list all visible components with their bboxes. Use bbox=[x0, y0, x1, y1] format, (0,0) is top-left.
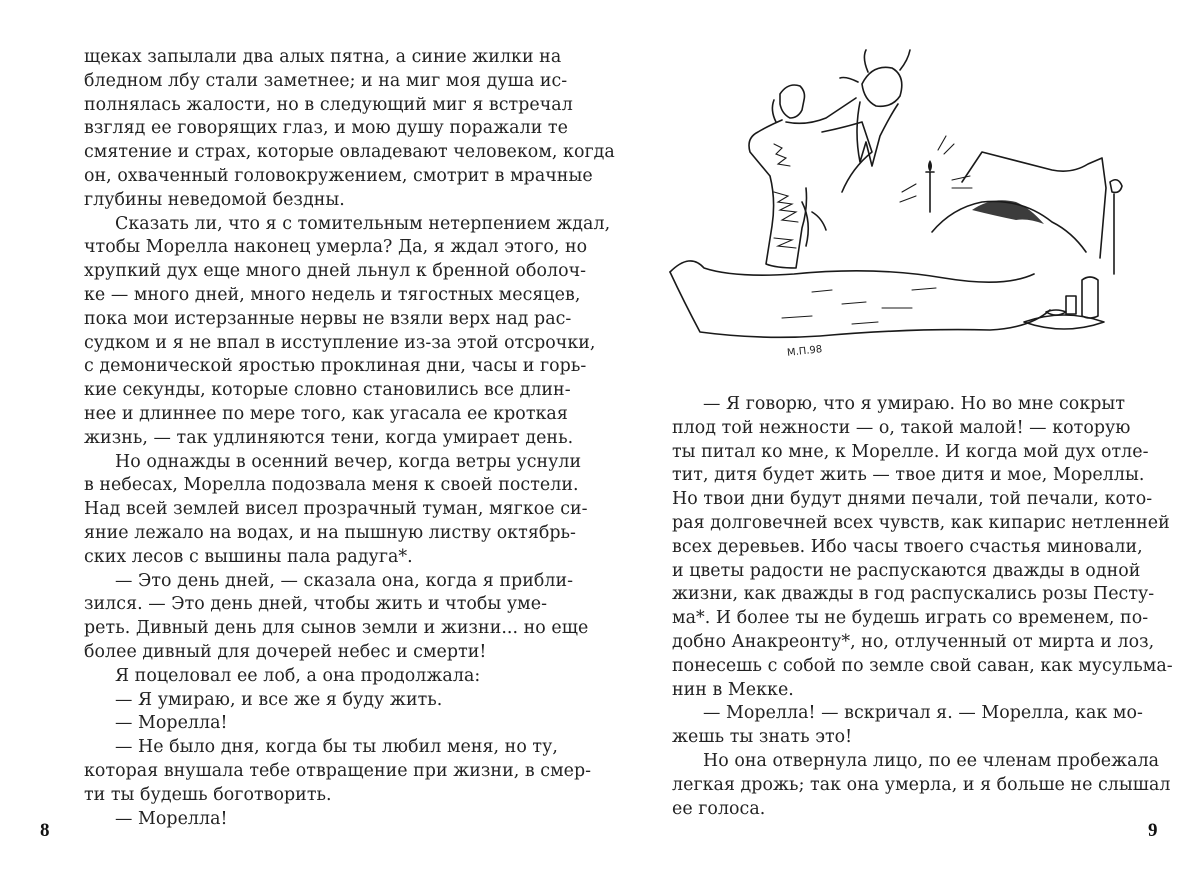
text-line: которая внушала тебе отвращение при жизни, в смер- bbox=[84, 760, 592, 781]
left-page-text bbox=[84, 46, 615, 831]
text-line: хрупкий дух еще много дней льнул к бренной оболоч- bbox=[84, 261, 587, 282]
page-number-right: 9 bbox=[1148, 820, 1158, 841]
text-line: ты питал ко мне, к Морелле. И когда мой дух отле- bbox=[672, 441, 1149, 462]
text-line: ти ты будешь боготворить. bbox=[84, 784, 332, 805]
text-line: тит, дитя будет жить — твое дитя и мое, Мореллы. bbox=[672, 465, 1145, 486]
text-line: кие секунды, которые словно становились все длин- bbox=[84, 380, 571, 401]
text-line: — Это день дней, — сказала она, когда я прибли- bbox=[115, 570, 574, 591]
right-page-text bbox=[672, 393, 1173, 821]
text-line: полнялась жалости, но в следующий миг я встречал bbox=[84, 94, 573, 115]
text-line: Но однажды в осенний вечер, когда ветры уснули bbox=[115, 451, 582, 472]
text-line: — Морелла! bbox=[115, 713, 228, 734]
text-line: ее голоса. bbox=[672, 798, 766, 819]
text-line: зился. — Это день дней, чтобы жить и чтобы уме- bbox=[84, 594, 548, 615]
text-line: всех деревьев. Ибо часы твоего счастья миновали, bbox=[672, 536, 1143, 557]
text-line: взгляд ее говорящих глаз, и мою душу поражали те bbox=[84, 118, 568, 139]
text-line: нее и длиннее по мере того, как угасала ее кроткая bbox=[84, 403, 568, 424]
text-line: реть. Дивный день для сынов земли и жизни... но еще bbox=[84, 618, 589, 639]
illustration-signature: М.П.98 bbox=[786, 344, 823, 359]
text-line: Я поцеловал ее лоб, а она продолжала: bbox=[115, 665, 481, 686]
text-line: ке — много дней, много недель и тягостных месяцев, bbox=[84, 284, 581, 305]
text-line: и цветы радости не распускаются дважды в одной bbox=[672, 560, 1141, 581]
illustration-icon bbox=[662, 42, 1142, 372]
text-line: Но она отвернула лицо, по ее членам пробежала bbox=[703, 750, 1160, 771]
text-line: — Морелла! bbox=[115, 808, 228, 829]
text-line: жизни, как дважды в год распускались розы Песту- bbox=[672, 584, 1155, 605]
text-line: нин в Мекке. bbox=[672, 679, 794, 700]
text-line: более дивный для дочерей небес и смерти! bbox=[84, 641, 487, 662]
text-line: Сказать ли, что я с томительным нетерпением ждал, bbox=[115, 213, 611, 234]
text-line: он, охваченный головокружением, смотрит в мрачные bbox=[84, 165, 593, 186]
text-line: с демонической яростью проклиная дни, часы и горь- bbox=[84, 356, 587, 377]
text-line: ма*. И более ты не будешь играть со временем, по- bbox=[672, 608, 1149, 629]
text-line: легкая дрожь; так она умерла, и я больше не слышал bbox=[672, 774, 1171, 795]
text-line: жизнь, — так удлиняются тени, когда умирает день. bbox=[84, 427, 574, 448]
text-line: в небесах, Морелла подозвала меня к своей постели. bbox=[84, 475, 579, 496]
text-line: Но твои дни будут днями печали, той печали, кото- bbox=[672, 489, 1153, 510]
text-line: бледном лбу стали заметнее; и на миг моя душа ис- bbox=[84, 70, 568, 91]
text-line: смятение и страх, которые овладевают человеком, когда bbox=[84, 142, 615, 163]
text-line: плод той нежности — о, такой малой! — которую bbox=[672, 417, 1131, 438]
right-page bbox=[600, 0, 1200, 877]
text-line: щеках запылали два алых пятна, а синие жилки на bbox=[84, 47, 562, 67]
text-line: глубины неведомой бездны. bbox=[84, 189, 345, 210]
text-line: — Не было дня, когда бы ты любил меня, но ту, bbox=[115, 737, 558, 758]
text-line: — Морелла! — вскричал я. — Морелла, как мо- bbox=[703, 703, 1143, 724]
ink-drawing-illustration bbox=[662, 42, 1142, 372]
text-line: ских лесов с вышины пала радуга*. bbox=[84, 546, 413, 567]
text-line: — Я говорю, что я умираю. Но во мне сокрыт bbox=[703, 394, 1125, 414]
text-line: Над всей землей висел прозрачный туман, мягкое си- bbox=[84, 499, 588, 520]
text-line: — Я умираю, и все же я буду жить. bbox=[115, 689, 443, 710]
text-line: жешь ты знать это! bbox=[672, 727, 853, 748]
text-line: пока мои истерзанные нервы не взяли верх над рас- bbox=[84, 308, 572, 329]
page-number-left: 8 bbox=[40, 820, 50, 841]
text-line: яние лежало на водах, и на пышную листву октябрь- bbox=[84, 522, 576, 543]
text-line: рая долговечней всех чувств, как кипарис нетленней bbox=[672, 512, 1170, 533]
text-line: понесешь с собой по земле свой саван, как мусульма- bbox=[672, 655, 1173, 676]
text-line: добно Анакреонту*, но, отлученный от мирта и лоз, bbox=[672, 631, 1155, 652]
text-line: судком и я не впал в исступление из-за этой отсрочки, bbox=[84, 332, 596, 353]
text-line: чтобы Морелла наконец умерла? Да, я ждал этого, но bbox=[84, 237, 588, 258]
